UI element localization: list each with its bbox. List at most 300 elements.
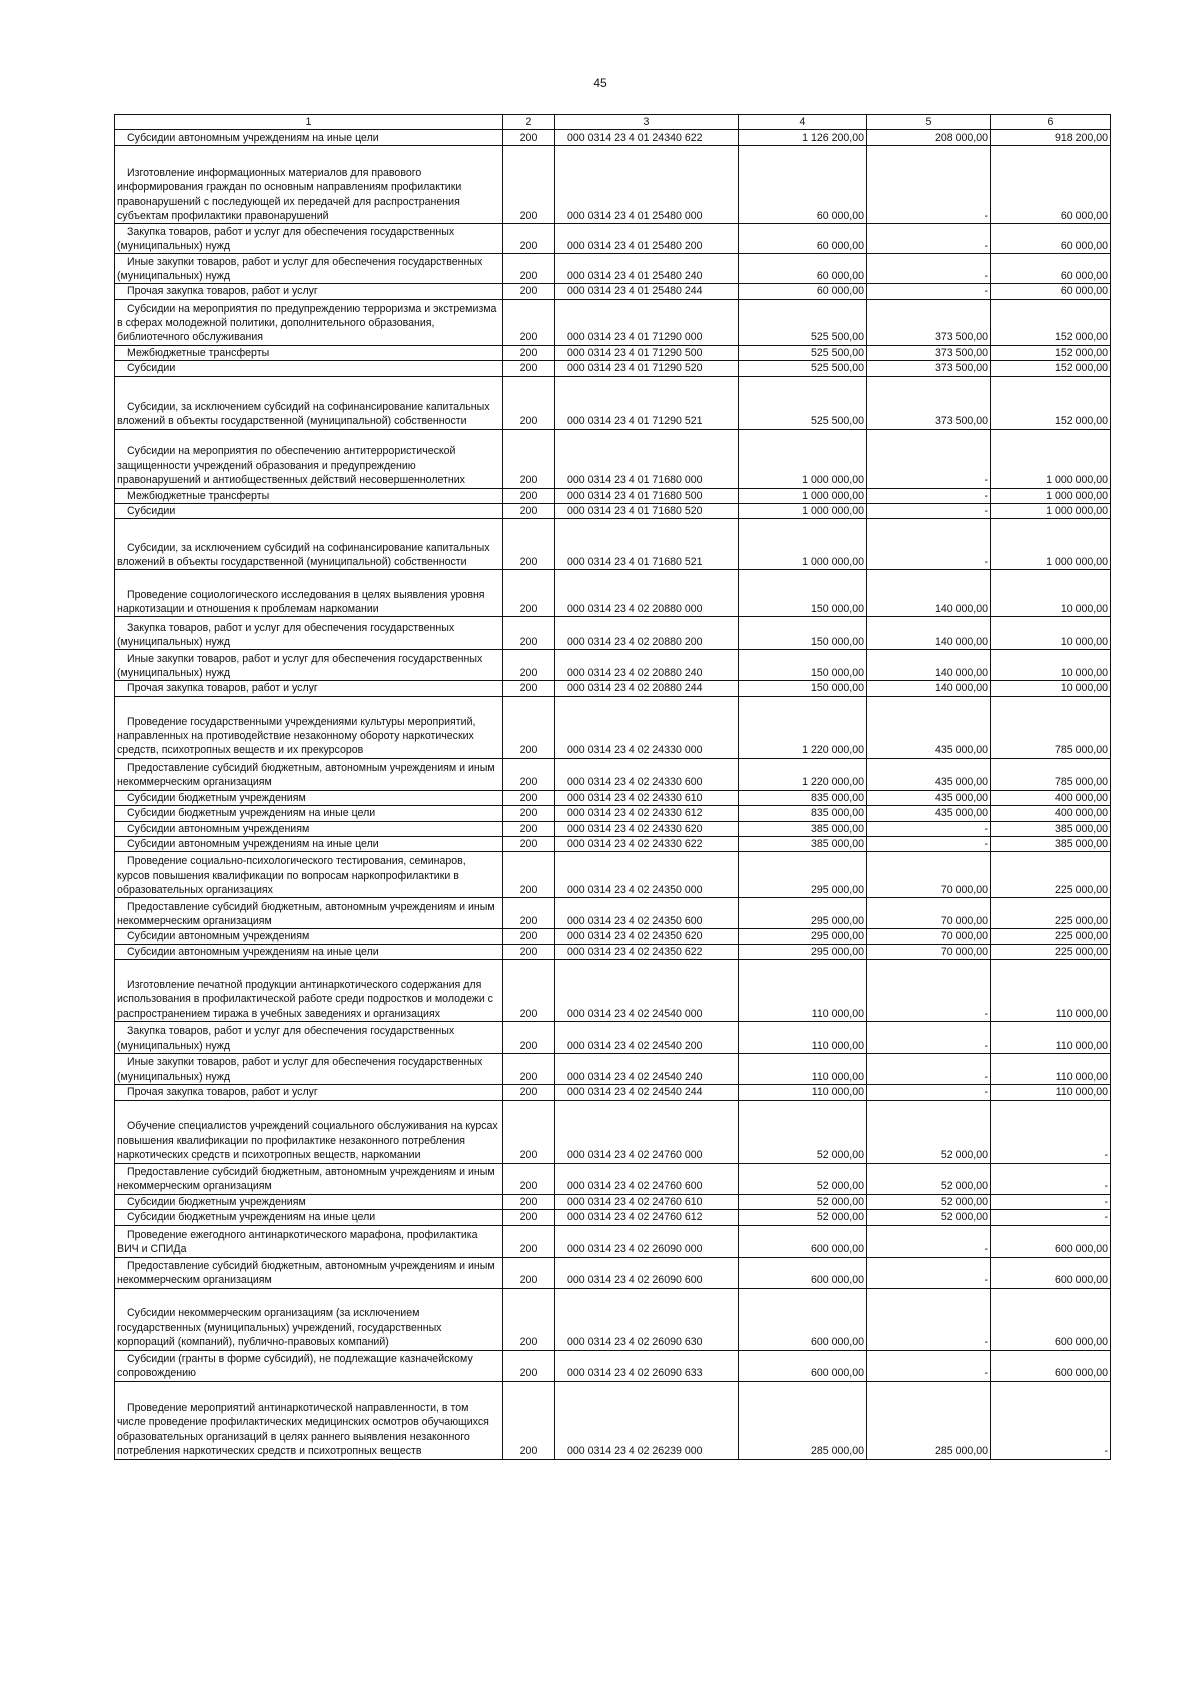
row-name-text: Субсидии бюджетным учреждениям xyxy=(127,791,306,804)
row-budget-code-cell: 000 0314 23 4 02 20880 200 xyxy=(555,617,739,650)
header-col-3: 3 xyxy=(555,115,739,130)
row-line-code-cell: 200 xyxy=(503,852,555,898)
row-col6-cell: - xyxy=(991,1100,1111,1163)
row-col6-cell: 600 000,00 xyxy=(991,1350,1111,1381)
row-name-cell xyxy=(115,960,503,1022)
row-budget-code-cell: 000 0314 23 4 01 25480 244 xyxy=(555,284,739,299)
row-budget-code-cell: 000 0314 23 4 01 71680 000 xyxy=(555,429,739,488)
row-budget-code-cell: 000 0314 23 4 02 24540 000 xyxy=(555,960,739,1022)
row-total-cell: 110 000,00 xyxy=(739,960,867,1022)
table-row xyxy=(115,519,1111,570)
row-col6-cell: 225 000,00 xyxy=(991,944,1111,959)
row-budget-code-cell: 000 0314 23 4 01 71680 521 xyxy=(555,519,739,570)
table-row xyxy=(115,1054,1111,1085)
row-total-cell: 1 000 000,00 xyxy=(739,504,867,519)
table-row xyxy=(115,837,1111,852)
row-line-code-cell: 200 xyxy=(503,376,555,429)
row-name-text: Проведение мероприятий антинаркотической направленности, в том числе проведение профилактических медицинских осмотров обучающихся образовательных организаций в целях раннего выявления незаконного потребления наркотических средств и психотропных веществ xyxy=(117,1401,489,1458)
row-name-cell xyxy=(115,570,503,617)
row-total-cell: 1 000 000,00 xyxy=(739,488,867,503)
table-row xyxy=(115,488,1111,503)
row-name-text: Субсидии на мероприятия по предупреждению терроризма и экстремизма в сферах молодежной политики, дополнительного образования, библиотечного обслуживания xyxy=(117,302,497,344)
row-col6-cell: 110 000,00 xyxy=(991,1054,1111,1085)
row-line-code-cell: 200 xyxy=(503,1350,555,1381)
row-line-code-cell: 200 xyxy=(503,488,555,503)
row-total-cell: 150 000,00 xyxy=(739,617,867,650)
row-col5-cell: 435 000,00 xyxy=(867,758,991,790)
row-col5-cell: 70 000,00 xyxy=(867,898,991,929)
row-col5-cell: 52 000,00 xyxy=(867,1194,991,1209)
table-row xyxy=(115,944,1111,959)
row-name-cell xyxy=(115,617,503,650)
row-name-cell xyxy=(115,1022,503,1054)
row-line-code-cell: 200 xyxy=(503,1288,555,1350)
row-col6-cell: 225 000,00 xyxy=(991,929,1111,944)
table-row xyxy=(115,1381,1111,1459)
row-name-text: Прочая закупка товаров, работ и услуг xyxy=(127,285,318,298)
row-name-cell xyxy=(115,898,503,929)
row-col6-cell: - xyxy=(991,1163,1111,1194)
row-col6-cell: 785 000,00 xyxy=(991,696,1111,758)
table-row xyxy=(115,1194,1111,1209)
row-line-code-cell: 200 xyxy=(503,758,555,790)
row-name-text: Субсидии, за исключением субсидий на софинансирование капитальных вложений в объекты государственной (муниципальной) собственности xyxy=(117,400,490,428)
row-budget-code-cell: 000 0314 23 4 01 25480 000 xyxy=(555,146,739,224)
row-name-cell xyxy=(115,650,503,681)
row-total-cell: 1 000 000,00 xyxy=(739,519,867,570)
row-budget-code-cell: 000 0314 23 4 02 24350 000 xyxy=(555,852,739,898)
row-col6-cell: 60 000,00 xyxy=(991,254,1111,284)
row-name-text: Предоставление субсидий бюджетным, автономным учреждениям и иным некоммерческим организациям xyxy=(117,1165,495,1193)
row-line-code-cell: 200 xyxy=(503,929,555,944)
table-row xyxy=(115,504,1111,519)
row-col6-cell: 10 000,00 xyxy=(991,617,1111,650)
table-row xyxy=(115,429,1111,488)
row-col5-cell: 435 000,00 xyxy=(867,806,991,821)
row-col5-cell: - xyxy=(867,960,991,1022)
row-name-text: Предоставление субсидий бюджетным, автономным учреждениям и иным некоммерческим организациям xyxy=(117,1259,495,1287)
table-row xyxy=(115,1100,1111,1163)
table-row xyxy=(115,345,1111,360)
row-name-cell xyxy=(115,224,503,254)
row-name-text: Субсидии на мероприятия по обеспечению антитеррористической защищенности учреждений образования и предупреждению правонарушений и антиобщественных действий несовершеннолетних xyxy=(117,445,465,487)
row-col6-cell: 385 000,00 xyxy=(991,821,1111,836)
row-col6-cell: - xyxy=(991,1210,1111,1225)
row-total-cell: 295 000,00 xyxy=(739,852,867,898)
table-row xyxy=(115,1210,1111,1225)
row-name-text: Иные закупки товаров, работ и услуг для обеспечения государственных (муниципальных) нужд xyxy=(117,255,483,282)
row-total-cell: 600 000,00 xyxy=(739,1225,867,1257)
row-name-text: Предоставление субсидий бюджетным, автономным учреждениям и иным некоммерческим организациям xyxy=(117,900,495,928)
row-name-cell xyxy=(115,852,503,898)
table-row xyxy=(115,224,1111,254)
row-total-cell: 60 000,00 xyxy=(739,146,867,224)
row-budget-code-cell: 000 0314 23 4 02 20880 240 xyxy=(555,650,739,681)
row-col5-cell: - xyxy=(867,1085,991,1100)
row-total-cell: 525 500,00 xyxy=(739,361,867,376)
row-name-text: Иные закупки товаров, работ и услуг для обеспечения государственных (муниципальных) нужд xyxy=(117,652,483,680)
table-row xyxy=(115,1085,1111,1100)
row-col5-cell: - xyxy=(867,429,991,488)
row-total-cell: 295 000,00 xyxy=(739,944,867,959)
row-name-cell xyxy=(115,1085,503,1100)
row-line-code-cell: 200 xyxy=(503,790,555,805)
row-budget-code-cell: 000 0314 23 4 02 24540 244 xyxy=(555,1085,739,1100)
row-name-cell xyxy=(115,1194,503,1209)
row-col6-cell: 152 000,00 xyxy=(991,361,1111,376)
row-budget-code-cell: 000 0314 23 4 02 24540 200 xyxy=(555,1022,739,1054)
row-total-cell: 52 000,00 xyxy=(739,1210,867,1225)
row-col5-cell: 52 000,00 xyxy=(867,1100,991,1163)
row-line-code-cell: 200 xyxy=(503,617,555,650)
row-line-code-cell: 200 xyxy=(503,1022,555,1054)
row-budget-code-cell: 000 0314 23 4 01 25480 200 xyxy=(555,224,739,254)
row-name-text: Проведение государственными учреждениями культуры мероприятий, направленных на противодействие незаконному обороту наркотических средств, психотропных веществ и их прекурсоров xyxy=(117,715,476,757)
row-line-code-cell: 200 xyxy=(503,898,555,929)
row-budget-code-cell: 000 0314 23 4 02 26090 633 xyxy=(555,1350,739,1381)
row-total-cell: 600 000,00 xyxy=(739,1288,867,1350)
table-row xyxy=(115,130,1111,146)
table-row xyxy=(115,284,1111,299)
table-row xyxy=(115,1288,1111,1350)
row-name-text: Субсидии некоммерческим организациям (за исключением государственных (муниципальных) учреждений, государственных корпораций (компаний), публично-правовых компаний) xyxy=(117,1307,442,1349)
row-name-cell xyxy=(115,299,503,345)
row-name-text: Изготовление печатной продукции антинаркотического содержания для использования в профилактической работе среди подростков и молодежи с распространением тиража в учебных заведениях и организациях xyxy=(117,979,493,1020)
header-col-4: 4 xyxy=(739,115,867,130)
row-budget-code-cell: 000 0314 23 4 02 24540 240 xyxy=(555,1054,739,1085)
row-name-cell xyxy=(115,837,503,852)
row-name-cell xyxy=(115,1257,503,1288)
row-total-cell: 150 000,00 xyxy=(739,650,867,681)
row-col5-cell: 435 000,00 xyxy=(867,790,991,805)
row-name-text: Межбюджетные трансферты xyxy=(127,346,270,359)
table-row xyxy=(115,570,1111,617)
row-total-cell: 525 500,00 xyxy=(739,376,867,429)
row-budget-code-cell: 000 0314 23 4 01 71680 500 xyxy=(555,488,739,503)
row-line-code-cell: 200 xyxy=(503,806,555,821)
row-col6-cell: 785 000,00 xyxy=(991,758,1111,790)
row-name-cell xyxy=(115,929,503,944)
row-total-cell: 1 126 200,00 xyxy=(739,130,867,146)
row-col6-cell: 10 000,00 xyxy=(991,570,1111,617)
row-col5-cell: 52 000,00 xyxy=(867,1163,991,1194)
budget-table xyxy=(114,114,1111,1460)
row-line-code-cell: 200 xyxy=(503,1085,555,1100)
row-name-cell xyxy=(115,488,503,503)
table-header-row xyxy=(115,115,1111,130)
row-name-text: Субсидии бюджетным учреждениям на иные цели xyxy=(127,807,376,820)
row-budget-code-cell: 000 0314 23 4 02 24760 610 xyxy=(555,1194,739,1209)
row-total-cell: 600 000,00 xyxy=(739,1257,867,1288)
row-col5-cell: 140 000,00 xyxy=(867,650,991,681)
row-col6-cell: 1 000 000,00 xyxy=(991,504,1111,519)
table-row xyxy=(115,929,1111,944)
row-line-code-cell: 200 xyxy=(503,504,555,519)
table-row xyxy=(115,299,1111,345)
row-total-cell: 60 000,00 xyxy=(739,254,867,284)
row-total-cell: 600 000,00 xyxy=(739,1350,867,1381)
row-budget-code-cell: 000 0314 23 4 02 24760 000 xyxy=(555,1100,739,1163)
row-total-cell: 1 220 000,00 xyxy=(739,696,867,758)
row-budget-code-cell: 000 0314 23 4 02 24760 612 xyxy=(555,1210,739,1225)
row-col5-cell: 435 000,00 xyxy=(867,696,991,758)
row-name-text: Обучение специалистов учреждений социального обслуживания на курсах повышения квалификации по профилактике незаконного потребления наркотических средств и психотропных веществ, наркомании xyxy=(117,1120,498,1162)
row-total-cell: 110 000,00 xyxy=(739,1022,867,1054)
row-name-cell xyxy=(115,1350,503,1381)
row-name-cell xyxy=(115,361,503,376)
row-line-code-cell: 200 xyxy=(503,837,555,852)
row-line-code-cell: 200 xyxy=(503,254,555,284)
row-budget-code-cell: 000 0314 23 4 02 26239 000 xyxy=(555,1381,739,1459)
row-budget-code-cell: 000 0314 23 4 01 71290 521 xyxy=(555,376,739,429)
row-col5-cell: 373 500,00 xyxy=(867,376,991,429)
row-total-cell: 1 220 000,00 xyxy=(739,758,867,790)
row-line-code-cell: 200 xyxy=(503,1210,555,1225)
row-budget-code-cell: 000 0314 23 4 02 26090 630 xyxy=(555,1288,739,1350)
row-budget-code-cell: 000 0314 23 4 01 71290 520 xyxy=(555,361,739,376)
budget-table-body xyxy=(115,115,1111,1460)
row-name-text: Субсидии автономным учреждениям на иные цели xyxy=(127,945,379,958)
table-row xyxy=(115,617,1111,650)
row-name-text: Субсидии бюджетным учреждениям xyxy=(127,1195,306,1208)
row-total-cell: 285 000,00 xyxy=(739,1381,867,1459)
row-col5-cell: 373 500,00 xyxy=(867,361,991,376)
row-name-text: Предоставление субсидий бюджетным, автономным учреждениям и иным некоммерческим организациям xyxy=(117,762,495,789)
row-name-cell xyxy=(115,1054,503,1085)
row-budget-code-cell: 000 0314 23 4 02 20880 000 xyxy=(555,570,739,617)
row-budget-code-cell: 000 0314 23 4 02 24330 000 xyxy=(555,696,739,758)
table-row xyxy=(115,790,1111,805)
row-line-code-cell: 200 xyxy=(503,650,555,681)
row-col5-cell: 140 000,00 xyxy=(867,681,991,696)
row-line-code-cell: 200 xyxy=(503,299,555,345)
row-col6-cell: 110 000,00 xyxy=(991,960,1111,1022)
row-budget-code-cell: 000 0314 23 4 02 24330 600 xyxy=(555,758,739,790)
row-budget-code-cell: 000 0314 23 4 02 24350 600 xyxy=(555,898,739,929)
row-name-text: Субсидии автономным учреждениям xyxy=(127,822,310,835)
row-col5-cell: 208 000,00 xyxy=(867,130,991,146)
row-col5-cell: - xyxy=(867,837,991,852)
row-total-cell: 150 000,00 xyxy=(739,681,867,696)
row-name-cell xyxy=(115,758,503,790)
table-row xyxy=(115,650,1111,681)
table-row xyxy=(115,696,1111,758)
row-line-code-cell: 200 xyxy=(503,1257,555,1288)
row-col6-cell: 152 000,00 xyxy=(991,376,1111,429)
row-col5-cell: 52 000,00 xyxy=(867,1210,991,1225)
table-row xyxy=(115,898,1111,929)
row-name-cell xyxy=(115,284,503,299)
table-row xyxy=(115,1225,1111,1257)
table-row xyxy=(115,1350,1111,1381)
row-col5-cell: - xyxy=(867,1288,991,1350)
row-name-text: Закупка товаров, работ и услуг для обеспечения государственных (муниципальных) нужд xyxy=(117,621,455,649)
row-col6-cell: 225 000,00 xyxy=(991,898,1111,929)
row-col5-cell: - xyxy=(867,504,991,519)
row-col6-cell: 60 000,00 xyxy=(991,224,1111,254)
row-line-code-cell: 200 xyxy=(503,960,555,1022)
row-line-code-cell: 200 xyxy=(503,361,555,376)
row-col6-cell: 600 000,00 xyxy=(991,1257,1111,1288)
row-budget-code-cell: 000 0314 23 4 02 24330 620 xyxy=(555,821,739,836)
row-budget-code-cell: 000 0314 23 4 01 24340 622 xyxy=(555,130,739,146)
row-col5-cell: - xyxy=(867,488,991,503)
row-col6-cell: 152 000,00 xyxy=(991,345,1111,360)
row-col6-cell: 1 000 000,00 xyxy=(991,429,1111,488)
row-line-code-cell: 200 xyxy=(503,944,555,959)
row-total-cell: 295 000,00 xyxy=(739,898,867,929)
row-line-code-cell: 200 xyxy=(503,1100,555,1163)
row-name-text: Проведение социально-психологического тестирования, семинаров, курсов повышения квалификации по вопросам наркопрофилактики в образовательных организациях xyxy=(117,855,466,897)
row-total-cell: 295 000,00 xyxy=(739,929,867,944)
row-name-text: Субсидии xyxy=(127,362,176,375)
header-col-1: 1 xyxy=(115,115,503,130)
row-name-cell xyxy=(115,429,503,488)
row-name-cell xyxy=(115,806,503,821)
row-budget-code-cell: 000 0314 23 4 01 71290 000 xyxy=(555,299,739,345)
row-name-cell xyxy=(115,345,503,360)
row-name-text: Субсидии xyxy=(127,505,176,518)
row-name-cell xyxy=(115,130,503,146)
row-col6-cell: 600 000,00 xyxy=(991,1225,1111,1257)
row-col6-cell: - xyxy=(991,1381,1111,1459)
row-name-cell xyxy=(115,1288,503,1350)
row-col5-cell: 373 500,00 xyxy=(867,345,991,360)
row-budget-code-cell: 000 0314 23 4 01 25480 240 xyxy=(555,254,739,284)
row-col6-cell: 400 000,00 xyxy=(991,790,1111,805)
row-col6-cell: 10 000,00 xyxy=(991,681,1111,696)
row-col6-cell: 152 000,00 xyxy=(991,299,1111,345)
table-row xyxy=(115,852,1111,898)
row-name-cell xyxy=(115,790,503,805)
row-col6-cell: 1 000 000,00 xyxy=(991,488,1111,503)
row-line-code-cell: 200 xyxy=(503,519,555,570)
row-total-cell: 52 000,00 xyxy=(739,1194,867,1209)
row-total-cell: 835 000,00 xyxy=(739,790,867,805)
row-total-cell: 525 500,00 xyxy=(739,345,867,360)
row-col5-cell: - xyxy=(867,224,991,254)
header-col-5: 5 xyxy=(867,115,991,130)
row-name-cell xyxy=(115,681,503,696)
row-name-cell xyxy=(115,1381,503,1459)
row-line-code-cell: 200 xyxy=(503,1054,555,1085)
row-col6-cell: 1 000 000,00 xyxy=(991,519,1111,570)
row-name-cell xyxy=(115,519,503,570)
row-name-cell xyxy=(115,254,503,284)
row-col6-cell: - xyxy=(991,1194,1111,1209)
row-total-cell: 385 000,00 xyxy=(739,821,867,836)
row-budget-code-cell: 000 0314 23 4 02 24330 622 xyxy=(555,837,739,852)
row-name-cell xyxy=(115,146,503,224)
row-name-text: Проведение социологического исследования в целях выявления уровня наркотизации и отношения к проблемам наркомании xyxy=(117,588,485,616)
row-budget-code-cell: 000 0314 23 4 01 71680 520 xyxy=(555,504,739,519)
row-line-code-cell: 200 xyxy=(503,224,555,254)
table-row xyxy=(115,821,1111,836)
table-row xyxy=(115,960,1111,1022)
row-col5-cell: - xyxy=(867,1225,991,1257)
row-line-code-cell: 200 xyxy=(503,284,555,299)
table-row xyxy=(115,361,1111,376)
row-line-code-cell: 200 xyxy=(503,1381,555,1459)
row-name-text: Иные закупки товаров, работ и услуг для обеспечения государственных (муниципальных) нужд xyxy=(117,1056,483,1083)
row-line-code-cell: 200 xyxy=(503,429,555,488)
row-col5-cell: - xyxy=(867,1257,991,1288)
row-budget-code-cell: 000 0314 23 4 02 24330 612 xyxy=(555,806,739,821)
table-row xyxy=(115,681,1111,696)
row-line-code-cell: 200 xyxy=(503,345,555,360)
row-budget-code-cell: 000 0314 23 4 02 24350 622 xyxy=(555,944,739,959)
table-row xyxy=(115,806,1111,821)
row-name-text: Закупка товаров, работ и услуг для обеспечения государственных (муниципальных) нужд xyxy=(117,1025,455,1052)
row-budget-code-cell: 000 0314 23 4 02 26090 000 xyxy=(555,1225,739,1257)
row-col5-cell: - xyxy=(867,254,991,284)
row-name-text: Субсидии, за исключением субсидий на софинансирование капитальных вложений в объекты государственной (муниципальной) собственности xyxy=(117,541,490,569)
row-total-cell: 110 000,00 xyxy=(739,1085,867,1100)
table-row xyxy=(115,1163,1111,1194)
row-name-text: Субсидии (гранты в форме субсидий), не подлежащие казначейскому сопровождению xyxy=(117,1352,473,1380)
table-row xyxy=(115,1022,1111,1054)
row-col5-cell: - xyxy=(867,1350,991,1381)
row-col6-cell: 385 000,00 xyxy=(991,837,1111,852)
row-name-text: Субсидии автономным учреждениям на иные цели xyxy=(127,132,379,144)
row-col6-cell: 918 200,00 xyxy=(991,130,1111,146)
header-col-6: 6 xyxy=(991,115,1111,130)
row-name-cell xyxy=(115,944,503,959)
page-number: 45 xyxy=(593,76,607,90)
row-col5-cell: 140 000,00 xyxy=(867,570,991,617)
row-col6-cell: 60 000,00 xyxy=(991,146,1111,224)
row-col5-cell: - xyxy=(867,519,991,570)
row-name-cell xyxy=(115,1225,503,1257)
row-name-cell xyxy=(115,1210,503,1225)
row-col6-cell: 110 000,00 xyxy=(991,1085,1111,1100)
row-name-text: Прочая закупка товаров, работ и услуг xyxy=(127,1086,318,1099)
row-col6-cell: 600 000,00 xyxy=(991,1288,1111,1350)
row-col5-cell: 70 000,00 xyxy=(867,929,991,944)
row-col5-cell: - xyxy=(867,1022,991,1054)
row-total-cell: 1 000 000,00 xyxy=(739,429,867,488)
row-col5-cell: - xyxy=(867,821,991,836)
row-name-text: Изготовление информационных материалов для правового информирования граждан по основным направлениям профилактики правонарушений с последующей их передачей для распространения субъектам профилактики правонарушений xyxy=(117,166,462,222)
row-total-cell: 385 000,00 xyxy=(739,837,867,852)
row-total-cell: 835 000,00 xyxy=(739,806,867,821)
row-col5-cell: 70 000,00 xyxy=(867,944,991,959)
row-budget-code-cell: 000 0314 23 4 02 20880 244 xyxy=(555,681,739,696)
row-col5-cell: - xyxy=(867,284,991,299)
table-row xyxy=(115,376,1111,429)
row-name-cell xyxy=(115,1100,503,1163)
table-row xyxy=(115,146,1111,224)
row-total-cell: 150 000,00 xyxy=(739,570,867,617)
row-line-code-cell: 200 xyxy=(503,130,555,146)
row-col5-cell: 140 000,00 xyxy=(867,617,991,650)
row-col6-cell: 60 000,00 xyxy=(991,284,1111,299)
row-line-code-cell: 200 xyxy=(503,696,555,758)
row-line-code-cell: 200 xyxy=(503,570,555,617)
row-name-text: Субсидии автономным учреждениям на иные цели xyxy=(127,838,379,851)
row-total-cell: 52 000,00 xyxy=(739,1100,867,1163)
row-budget-code-cell: 000 0314 23 4 01 71290 500 xyxy=(555,345,739,360)
row-col6-cell: 10 000,00 xyxy=(991,650,1111,681)
row-col5-cell: - xyxy=(867,1054,991,1085)
row-budget-code-cell: 000 0314 23 4 02 26090 600 xyxy=(555,1257,739,1288)
row-budget-code-cell: 000 0314 23 4 02 24760 600 xyxy=(555,1163,739,1194)
row-col5-cell: 285 000,00 xyxy=(867,1381,991,1459)
row-name-cell xyxy=(115,1163,503,1194)
row-name-text: Субсидии бюджетным учреждениям на иные цели xyxy=(127,1211,376,1224)
row-budget-code-cell: 000 0314 23 4 02 24350 620 xyxy=(555,929,739,944)
row-line-code-cell: 200 xyxy=(503,1225,555,1257)
